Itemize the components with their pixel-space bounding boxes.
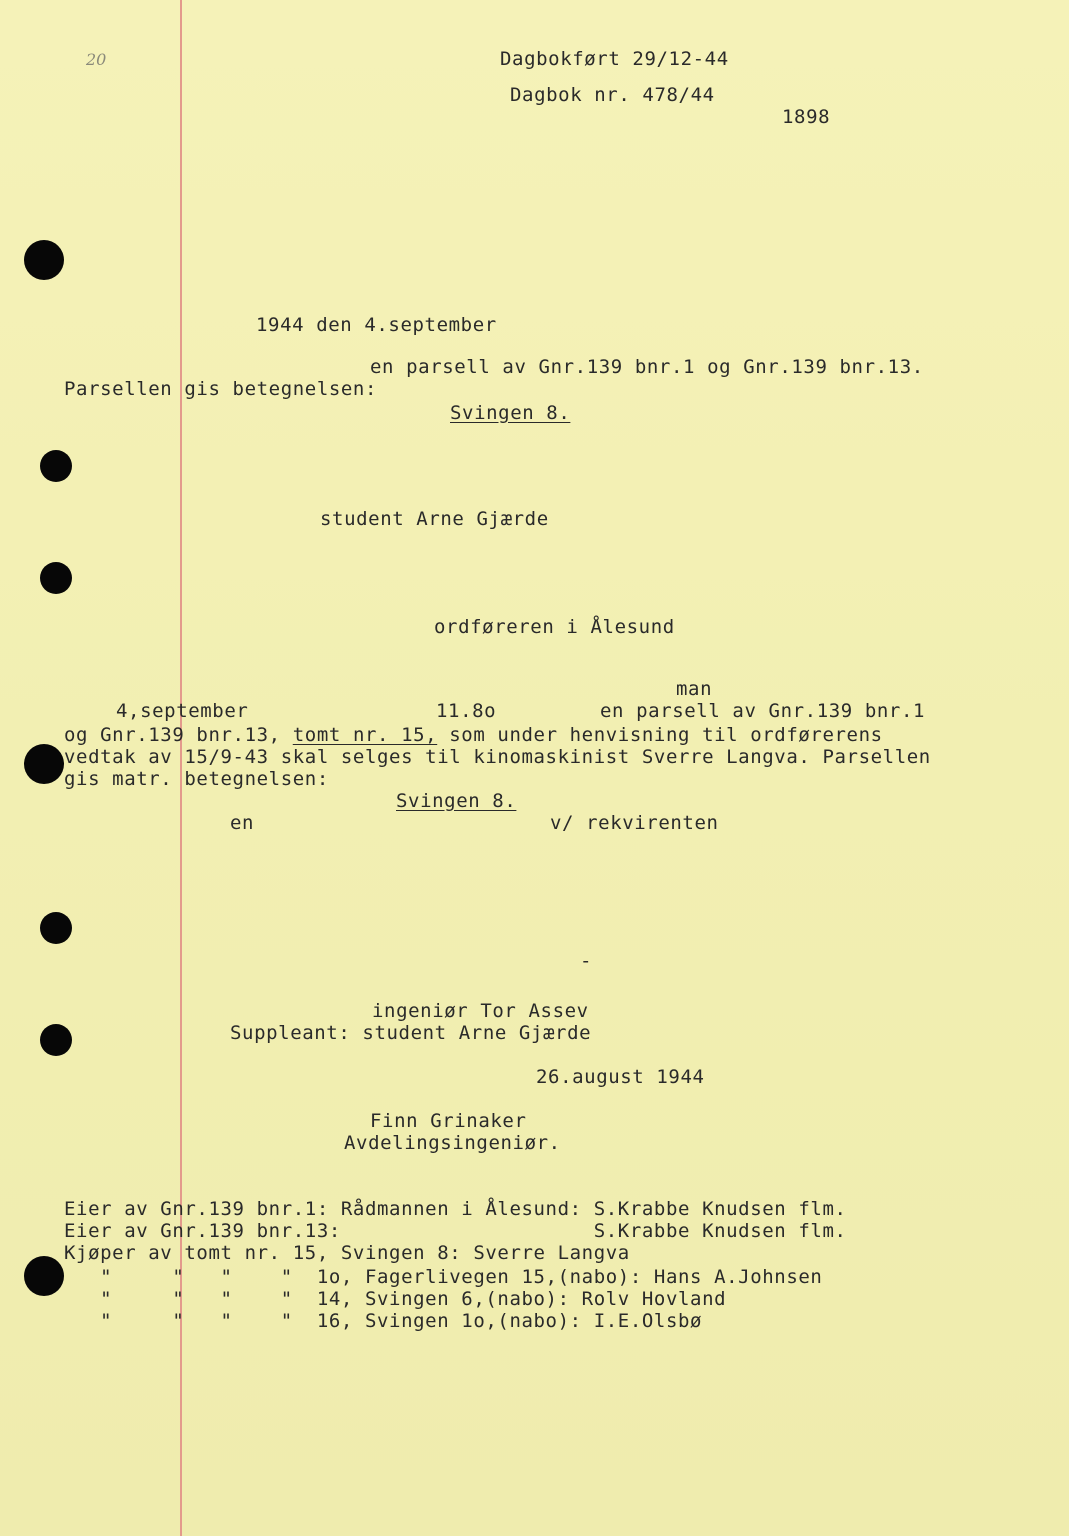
- en-word: en: [230, 812, 255, 834]
- p2-date: 4,september: [116, 700, 249, 722]
- p2-line2-c: som under henvisning til ordførerens: [437, 724, 883, 746]
- suppleant-line: Suppleant: student Arne Gjærde: [230, 1022, 592, 1044]
- punch-hole-4: [24, 744, 64, 784]
- punch-hole-6: [40, 1024, 72, 1056]
- header-dagbok-nr: Dagbok nr. 478/44: [510, 84, 715, 106]
- punch-hole-1: [24, 240, 64, 280]
- neighbor-line-1: " " " " 1o, Fagerlivegen 15,(nabo): Hans A.Johnsen: [64, 1266, 823, 1288]
- parcel-name-2: Svingen 8.: [396, 790, 517, 812]
- owner-line-2: Eier av Gnr.139 bnr.13: S.Krabbe Knudsen flm.: [64, 1220, 847, 1242]
- mayor-line: ordføreren i Ålesund: [434, 616, 675, 638]
- p2-line2-a: og Gnr.139 bnr.13,: [64, 724, 293, 746]
- signer-title: Avdelingsingeniør.: [344, 1132, 561, 1154]
- buyer-line: Kjøper av tomt nr. 15, Svingen 8: Sverre Langva: [64, 1242, 630, 1264]
- p2-time: 11.8o: [436, 700, 497, 722]
- designation-line: Parsellen gis betegnelsen:: [64, 378, 378, 400]
- date-2: 26.august 1944: [536, 1066, 705, 1088]
- pencil-note: 20: [86, 50, 107, 69]
- p2-parcel: en parsell av Gnr.139 bnr.1: [600, 700, 926, 722]
- punch-hole-3: [40, 562, 72, 594]
- dash-mark: -: [580, 950, 593, 972]
- engineer-line: ingeniør Tor Assev: [372, 1000, 589, 1022]
- student-line: student Arne Gjærde: [320, 508, 549, 530]
- punch-hole-5: [40, 912, 72, 944]
- signer-name: Finn Grinaker: [370, 1110, 527, 1132]
- parcel-line: en parsell av Gnr.139 bnr.1 og Gnr.139 bnr.13.: [370, 356, 924, 378]
- date-line: 1944 den 4.september: [256, 314, 497, 336]
- rekvirenten: v/ rekvirenten: [550, 812, 719, 834]
- p2-line4: gis matr. betegnelsen:: [64, 768, 329, 790]
- punch-hole-7: [24, 1256, 64, 1296]
- neighbor-line-2: " " " " 14, Svingen 6,(nabo): Rolv Hovland: [64, 1288, 727, 1310]
- page-number: 1898: [782, 106, 831, 128]
- p2-line3: vedtak av 15/9-43 skal selges til kinomaskinist Sverre Langva. Parsellen: [64, 746, 931, 768]
- header-dagbokfort: Dagbokført 29/12-44: [500, 48, 729, 70]
- punch-hole-2: [40, 450, 72, 482]
- p2-line2: [64, 724, 883, 746]
- parcel-name-1: Svingen 8.: [450, 402, 571, 424]
- neighbor-line-3: " " " " 16, Svingen 1o,(nabo): I.E.Olsbø: [64, 1310, 703, 1332]
- owner-line-1: Eier av Gnr.139 bnr.1: Rådmannen i Ålesund: S.Krabbe Knudsen flm.: [64, 1198, 847, 1220]
- man-word: man: [676, 678, 713, 700]
- plot-number: tomt nr. 15,: [292, 724, 438, 746]
